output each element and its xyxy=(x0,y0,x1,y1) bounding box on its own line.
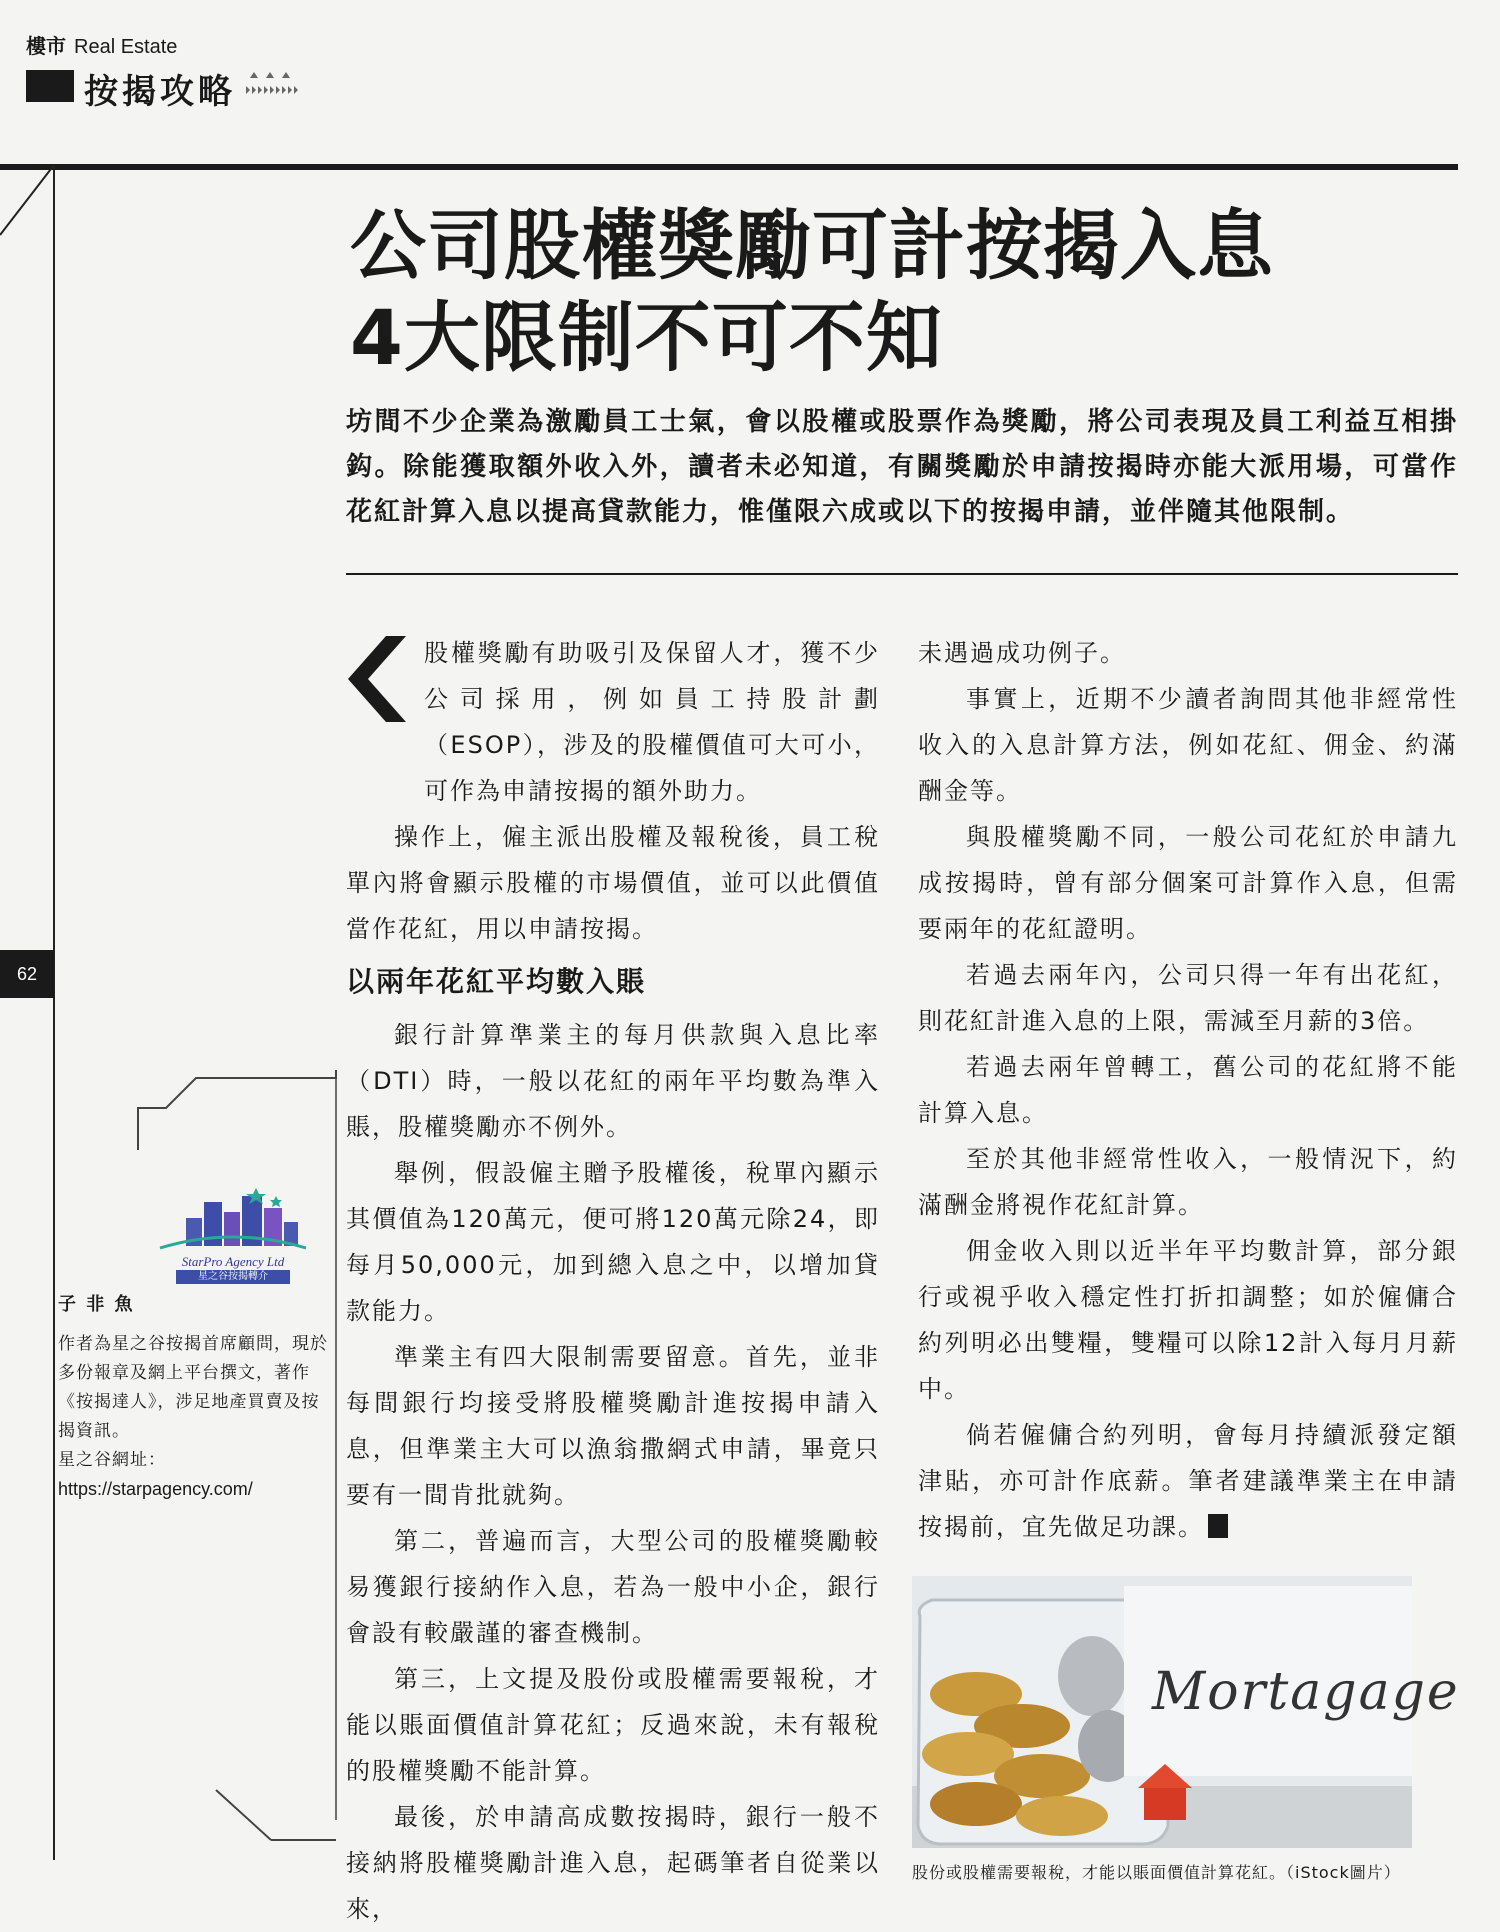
header-rule xyxy=(0,164,1458,170)
author-info xyxy=(58,1290,334,1504)
headline-line-2: 4大限制不可不知 xyxy=(350,293,943,382)
left-frame-decoration xyxy=(0,165,60,1865)
author-logo xyxy=(160,1188,306,1286)
article-paragraph-6: 第二，普遍而言，大型公司的股權獎勵較易獲銀行接納作入息，若為一般中小企，銀行會設有較嚴謹的審查機制。 xyxy=(346,1527,880,1647)
article-paragraph-5: 準業主有四大限制需要留意。首先，並非每間銀行均接受將股權獎勵計進按揭申請入息，但準業主大可以漁翁撒網式申請，畢竟只要有一間肯批就夠。 xyxy=(346,1343,880,1509)
skyline-icon xyxy=(160,1188,306,1250)
article-paragraph-14: 至於其他非經常性收入，一般情況下，約滿酬金將視作花紅計算。 xyxy=(918,1145,1458,1219)
section-label xyxy=(26,30,177,59)
article-photo xyxy=(912,1576,1460,1848)
column-marker xyxy=(26,70,74,102)
article-paragraph-4: 舉例，假設僱主贈予股權後，稅單內顯示其價值為120萬元，便可將120萬元除24，即每月50,000元，加到總入息之中，以增加貸款能力。 xyxy=(346,1159,880,1325)
author-name: 子 非 魚 xyxy=(58,1294,135,1315)
end-mark-icon xyxy=(1208,1514,1228,1538)
article-paragraph-16: 倘若僱傭合約列明，會每月持續派發定額津貼，亦可計作底薪。筆者建議準業主在申請按揭前，宜先做足功課。 xyxy=(918,1421,1458,1541)
article-paragraph-7: 第三，上文提及股份或股權需要報稅，才能以賬面價值計算花紅；反過來說，未有報稅的股權獎勵不能計算。 xyxy=(346,1665,880,1785)
photo-caption: 股份或股權需要報稅，才能以賬面價值計算花紅。（iStock圖片） xyxy=(912,1863,1401,1882)
dropcap-chevron-icon xyxy=(346,636,406,722)
lead-rule xyxy=(346,573,1458,575)
author-site-label: 星之谷網址： xyxy=(58,1450,166,1470)
author-site-url: https://starpagency.com/ xyxy=(58,1479,253,1499)
headline-line-1: 公司股權獎勵可計按揭入息 xyxy=(350,201,1274,290)
headline xyxy=(350,200,1460,384)
article-paragraph-13: 若過去兩年曾轉工，舊公司的花紅將不能計算入息。 xyxy=(918,1053,1458,1127)
article-paragraph-2: 操作上，僱主派出股權及報稅後，員工稅單內將會顯示股權的市場價值，並可以此價值當作花紅，用以申請按揭。 xyxy=(346,823,880,943)
article-subheading: 以兩年花紅平均數入賬 xyxy=(346,965,647,998)
article-column-2 xyxy=(918,630,1458,1550)
photo-note-text: Mortagage xyxy=(1152,1662,1460,1722)
article-paragraph-1: 股權獎勵有助吸引及保留人才，獲不少公司採用，例如員工持股計劃（ESOP），涉及的股權價值可大可小，可作為申請按揭的額外助力。 xyxy=(424,639,880,805)
logo-text-cn: 星之谷按揭轉介 xyxy=(176,1270,290,1284)
article-paragraph-8: 最後，於申請高成數按揭時，銀行一般不接納將股權獎勵計進入息，起碼筆者自從業以來， xyxy=(346,1803,880,1923)
article-paragraph-11: 與股權獎勵不同，一般公司花紅於申請九成按揭時，曾有部分個案可計算作入息，但需要兩年的花紅證明。 xyxy=(918,823,1458,943)
author-bio: 作者為星之谷按揭首席顧問，現於多份報章及網上平台撰文，著作《按揭達人》，涉足地產買賣及按揭資訊。 xyxy=(58,1334,328,1441)
page-number: 62 xyxy=(0,950,54,998)
logo-text-en: StarPro Agency Ltd xyxy=(181,1254,285,1269)
article-paragraph-15: 佣金收入則以近半年平均數計算，部分銀行或視乎收入穩定性打折扣調整；如於僱傭合約列明必出雙糧，雙糧可以除12計入每月月薪中。 xyxy=(918,1237,1458,1403)
arrow-decoration-icon xyxy=(244,68,304,102)
article-paragraph-12: 若過去兩年內，公司只得一年有出花紅，則花紅計進入息的上限，需減至月薪的3倍。 xyxy=(918,961,1458,1035)
article-paragraph-10: 事實上，近期不少讀者詢問其他非經常性收入的入息計算方法，例如花紅、佣金、約滿酬金等。 xyxy=(918,685,1458,805)
section-label-cn: 樓市 xyxy=(26,34,66,58)
column-title: 按揭攻略 xyxy=(84,72,236,112)
article-paragraph-3: 銀行計算準業主的每月供款與入息比率（DTI）時，一般以花紅的兩年平均數為準入賬，股權獎勵亦不例外。 xyxy=(346,1021,880,1141)
article-paragraph-9: 未遇過成功例子。 xyxy=(918,639,1126,667)
section-label-en: Real Estate xyxy=(74,36,178,58)
lead-paragraph: 坊間不少企業為激勵員工士氣，會以股權或股票作為獎勵，將公司表現及員工利益互相掛鈎。除能獲取額外收入外，讀者未必知道，有關獎勵於申請按揭時亦能大派用場，可當作花紅計算入息以提高貸款能力，惟僅限六成或以下的按揭申請，並伴隨其他限制。 xyxy=(346,407,1458,527)
article-column-1 xyxy=(346,630,880,1932)
